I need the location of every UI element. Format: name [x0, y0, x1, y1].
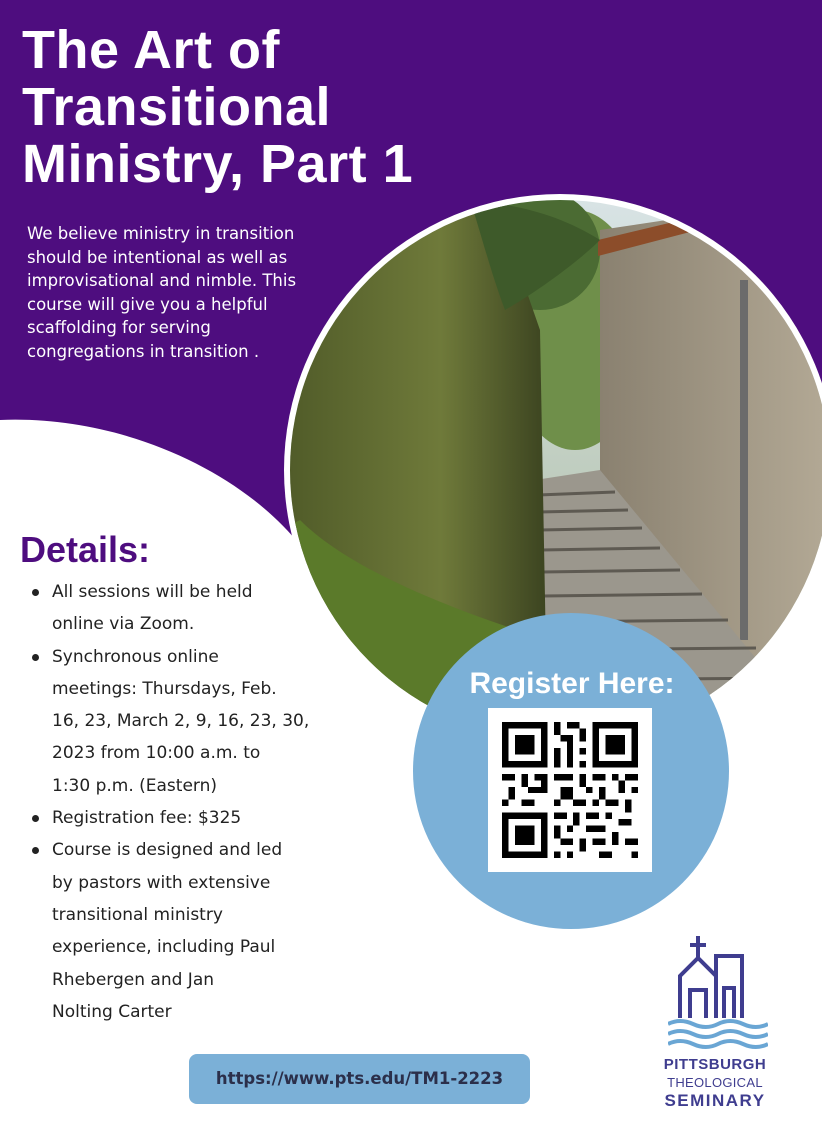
details-line: Course is designed and led [52, 840, 283, 861]
details-line: Registration fee: $325 [52, 808, 242, 829]
bullet-icon [32, 847, 39, 854]
intro-line: congregations in transition . [27, 341, 260, 361]
details-line: All sessions will be held [52, 582, 253, 602]
register-heading: Register Here: [469, 667, 675, 700]
intro-line: We believe ministry in transition [27, 224, 295, 243]
title-line: The Art of [22, 20, 280, 80]
logo-line: PITTSBURGH [663, 1056, 767, 1073]
details-item [30, 834, 340, 1028]
details-line: 16, 23, March 2, 9, 16, 23, 30, [52, 711, 310, 732]
logo-line: SEMINARY [664, 1091, 766, 1110]
details-line: 2023 from 10:00 a.m. to [52, 743, 261, 764]
details-item [30, 641, 340, 802]
page-title [22, 22, 482, 193]
details-heading: Details: [20, 529, 151, 570]
intro-line: scaffolding for serving [27, 318, 211, 337]
intro-line: course will give you a helpful [27, 294, 268, 314]
qr-code[interactable] [488, 708, 652, 872]
details-line: Nolting Carter [52, 1001, 172, 1022]
bullet-icon [32, 654, 39, 661]
details-line: Rhebergen and Jan [52, 969, 215, 990]
details-line: 1:30 p.m. (Eastern) [52, 775, 218, 796]
intro-line: should be intentional as well as [27, 247, 288, 267]
details-item [30, 576, 340, 641]
details-list [30, 576, 340, 1028]
bullet-icon [32, 589, 39, 596]
church-building-logo-icon [668, 928, 768, 1054]
title-line: Transitional [22, 77, 332, 137]
bullet-icon [32, 815, 39, 822]
details-line: experience, including Paul [52, 937, 276, 958]
details-line: by pastors with extensive [52, 872, 271, 893]
intro-line: improvisational and nimble. This [27, 271, 297, 290]
details-line: transitional ministry [52, 904, 223, 925]
details-line: meetings: Thursdays, Feb. [52, 678, 277, 699]
details-item [30, 802, 340, 834]
intro-paragraph [27, 222, 357, 363]
logo-line: THEOLOGICAL [667, 1075, 763, 1090]
title-line: Ministry, Part 1 [22, 134, 414, 194]
registration-url-link[interactable]: https://www.pts.edu/TM1-2223 [189, 1054, 530, 1104]
qr-code-icon [502, 722, 638, 858]
seminary-logo-text [640, 1056, 790, 1110]
details-line: online via Zoom. [52, 614, 195, 635]
details-line: Synchronous online [52, 646, 219, 667]
